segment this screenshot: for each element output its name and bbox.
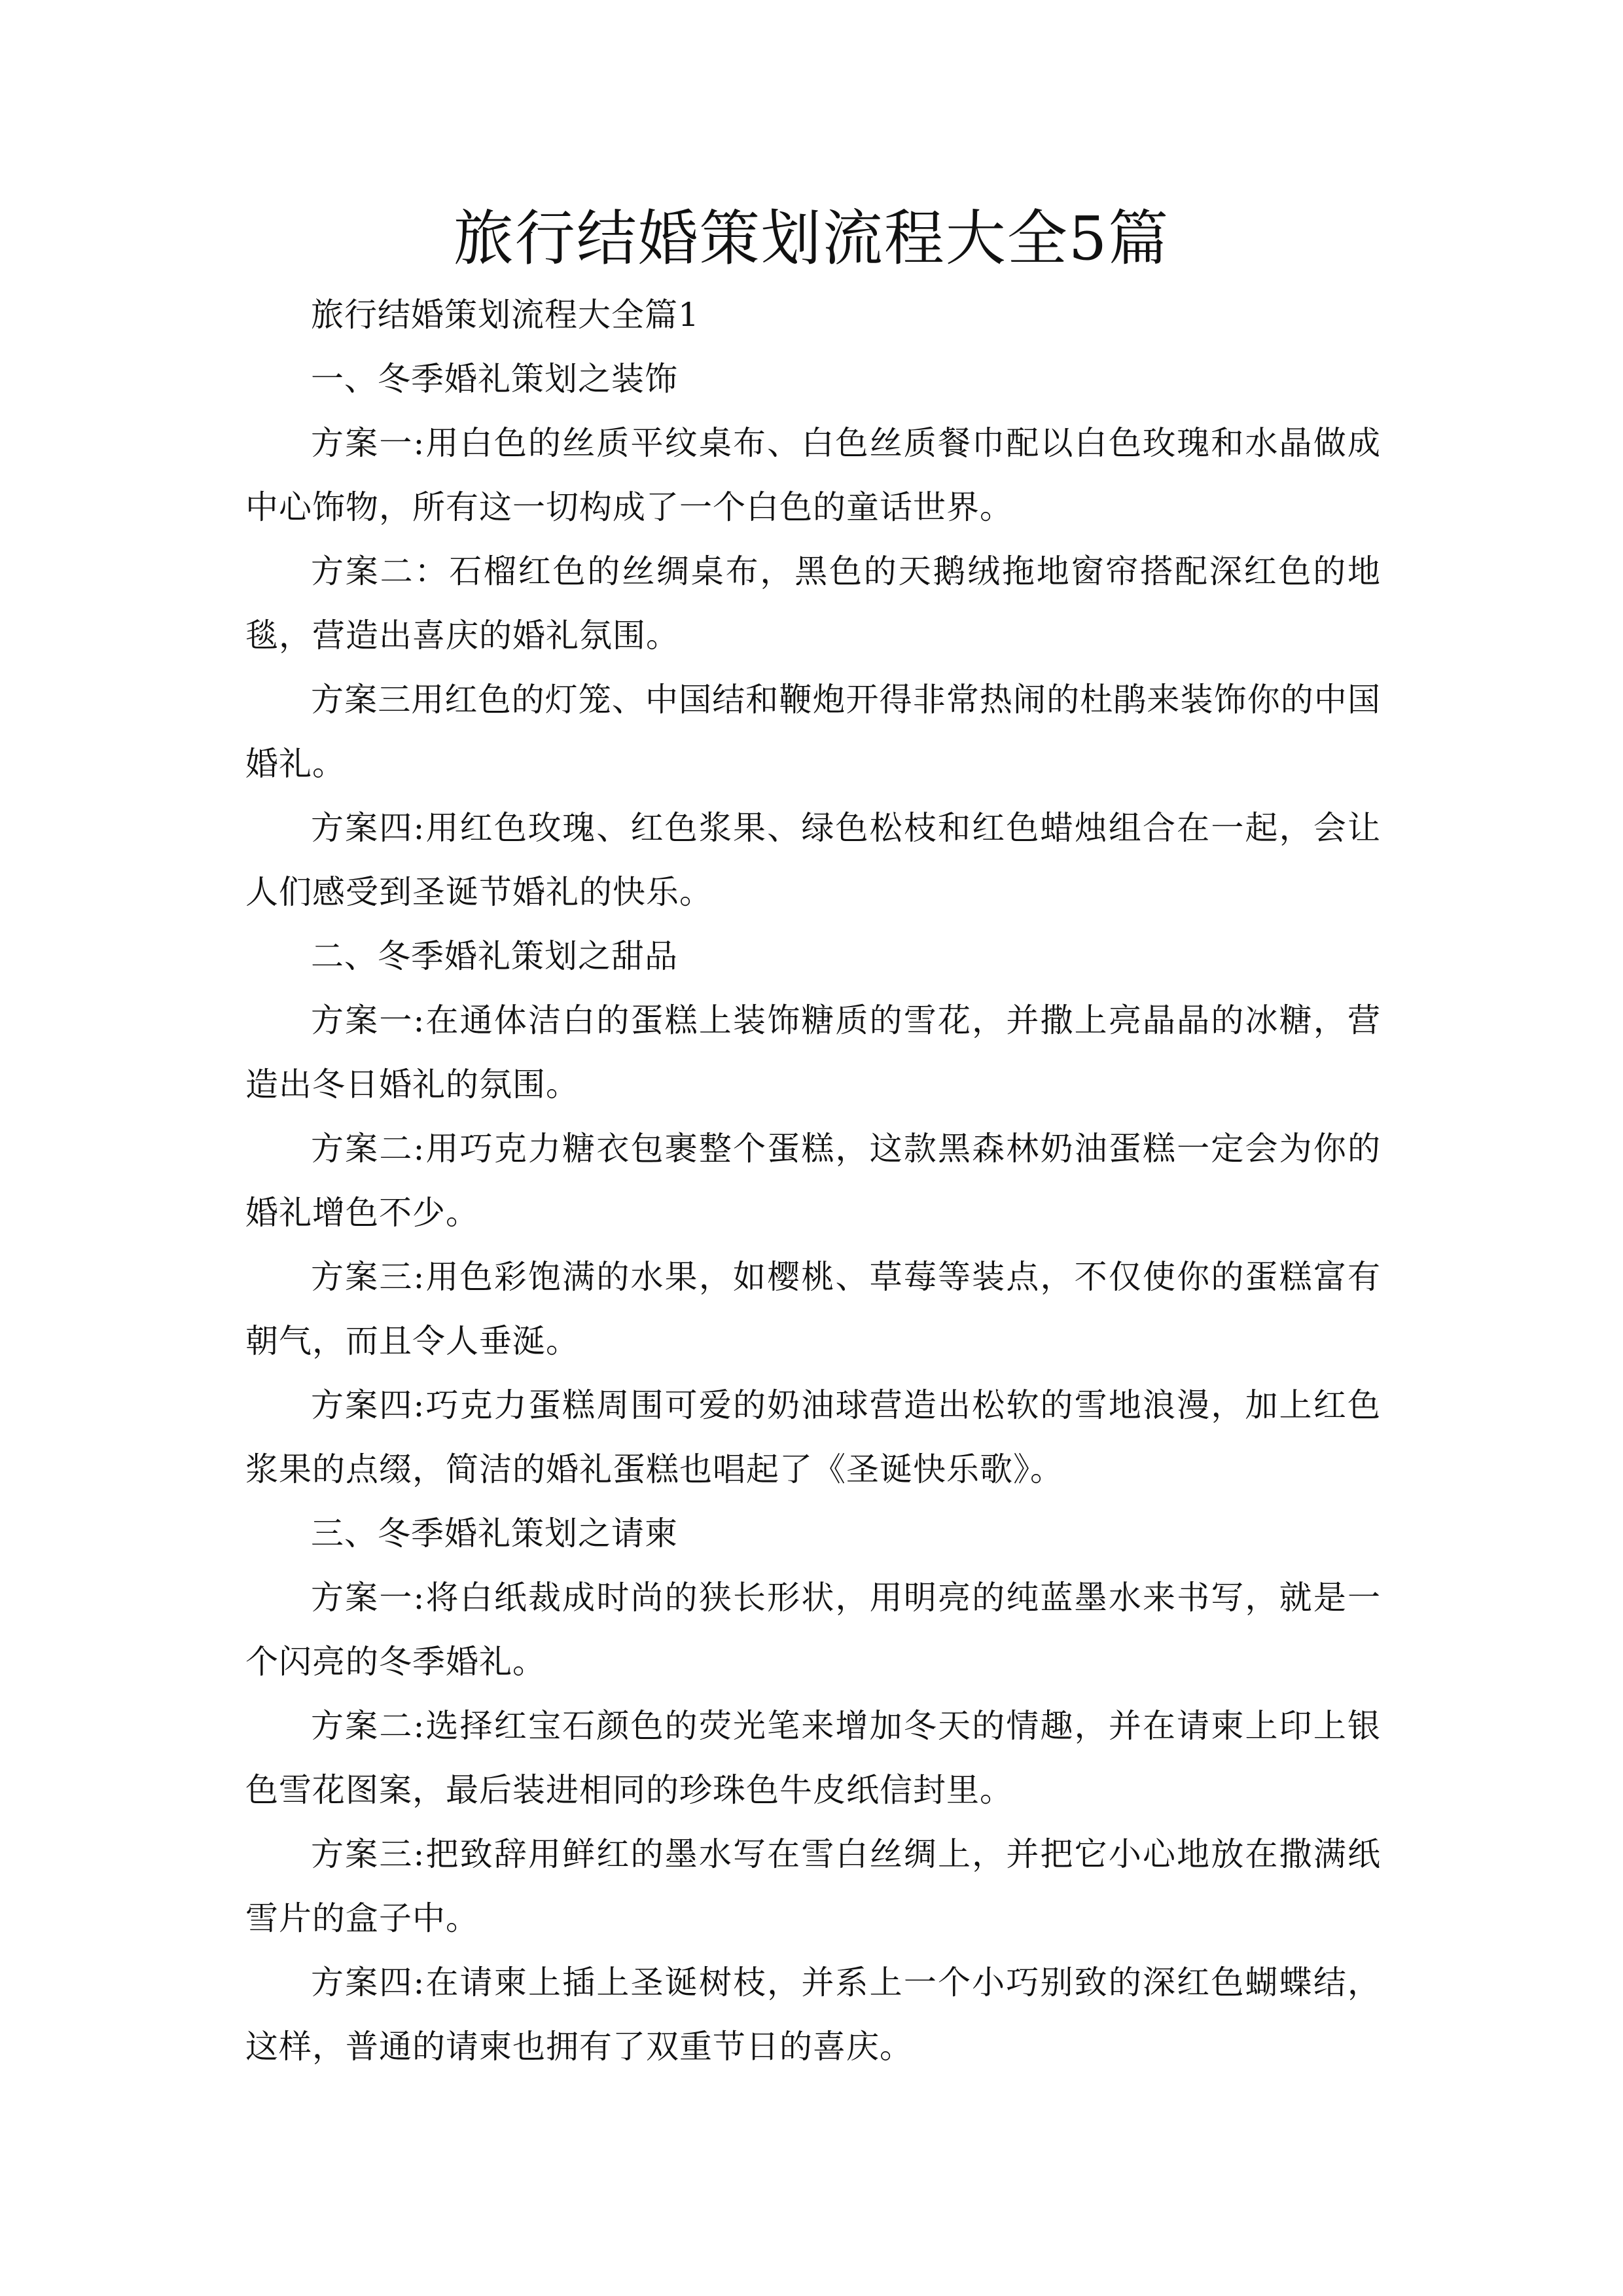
section-heading-desserts: 二、冬季婚礼策划之甜品 xyxy=(311,937,678,975)
section-heading-decoration: 一、冬季婚礼策划之装饰 xyxy=(311,360,678,398)
paragraph: 方案四:在请柬上插上圣诞树枝，并系上一个小巧别致的深红色蝴蝶结，这样，普通的请柬也拥有了双重节日的喜庆。 xyxy=(245,1964,1381,2066)
document-body xyxy=(245,283,1381,2079)
paragraph: 方案一:用白色的丝质平纹桌布、白色丝质餐巾配以白色玫瑰和水晶做成中心饰物，所有这一切构成了一个白色的童话世界。 xyxy=(245,424,1381,526)
paragraph: 方案三:用色彩饱满的水果，如樱桃、草莓等装点，不仅使你的蛋糕富有朝气，而且令人垂涎。 xyxy=(245,1258,1381,1360)
paragraph: 方案四:用红色玫瑰、红色浆果、绿色松枝和红色蜡烛组合在一起，会让人们感受到圣诞节婚礼的快乐。 xyxy=(245,809,1381,911)
paragraph-subtitle: 旅行结婚策划流程大全篇1 xyxy=(311,296,700,334)
paragraph: 方案四:巧克力蛋糕周围可爱的奶油球营造出松软的雪地浪漫，加上红色浆果的点缀，简洁的婚礼蛋糕也唱起了《圣诞快乐歌》。 xyxy=(245,1386,1381,1488)
paragraph: 方案一:将白纸裁成时尚的狭长形状，用明亮的纯蓝墨水来书写，就是一个闪亮的冬季婚礼。 xyxy=(245,1579,1381,1681)
paragraph: 方案二:选择红宝石颜色的荧光笔来增加冬天的情趣，并在请柬上印上银色雪花图案，最后装进相同的珍珠色牛皮纸信封里。 xyxy=(245,1707,1381,1809)
paragraph: 方案二：石榴红色的丝绸桌布，黑色的天鹅绒拖地窗帘搭配深红色的地毯，营造出喜庆的婚礼氛围。 xyxy=(245,552,1381,655)
paragraph: 方案三用红色的灯笼、中国结和鞭炮开得非常热闹的杜鹃来装饰你的中国婚礼。 xyxy=(245,681,1381,783)
paragraph: 方案一:在通体洁白的蛋糕上装饰糖质的雪花，并撒上亮晶晶的冰糖，营造出冬日婚礼的氛围。 xyxy=(245,1001,1381,1103)
section-heading-invitations: 三、冬季婚礼策划之请柬 xyxy=(311,1515,678,1552)
paragraph: 方案二:用巧克力糖衣包裹整个蛋糕，这款黑森林奶油蛋糕一定会为你的婚礼增色不少。 xyxy=(245,1130,1381,1232)
paragraph: 方案三:把致辞用鲜红的墨水写在雪白丝绸上，并把它小心地放在撒满纸雪片的盒子中。 xyxy=(245,1835,1381,1937)
document-title: 旅行结婚策划流程大全5篇 xyxy=(453,204,1170,274)
